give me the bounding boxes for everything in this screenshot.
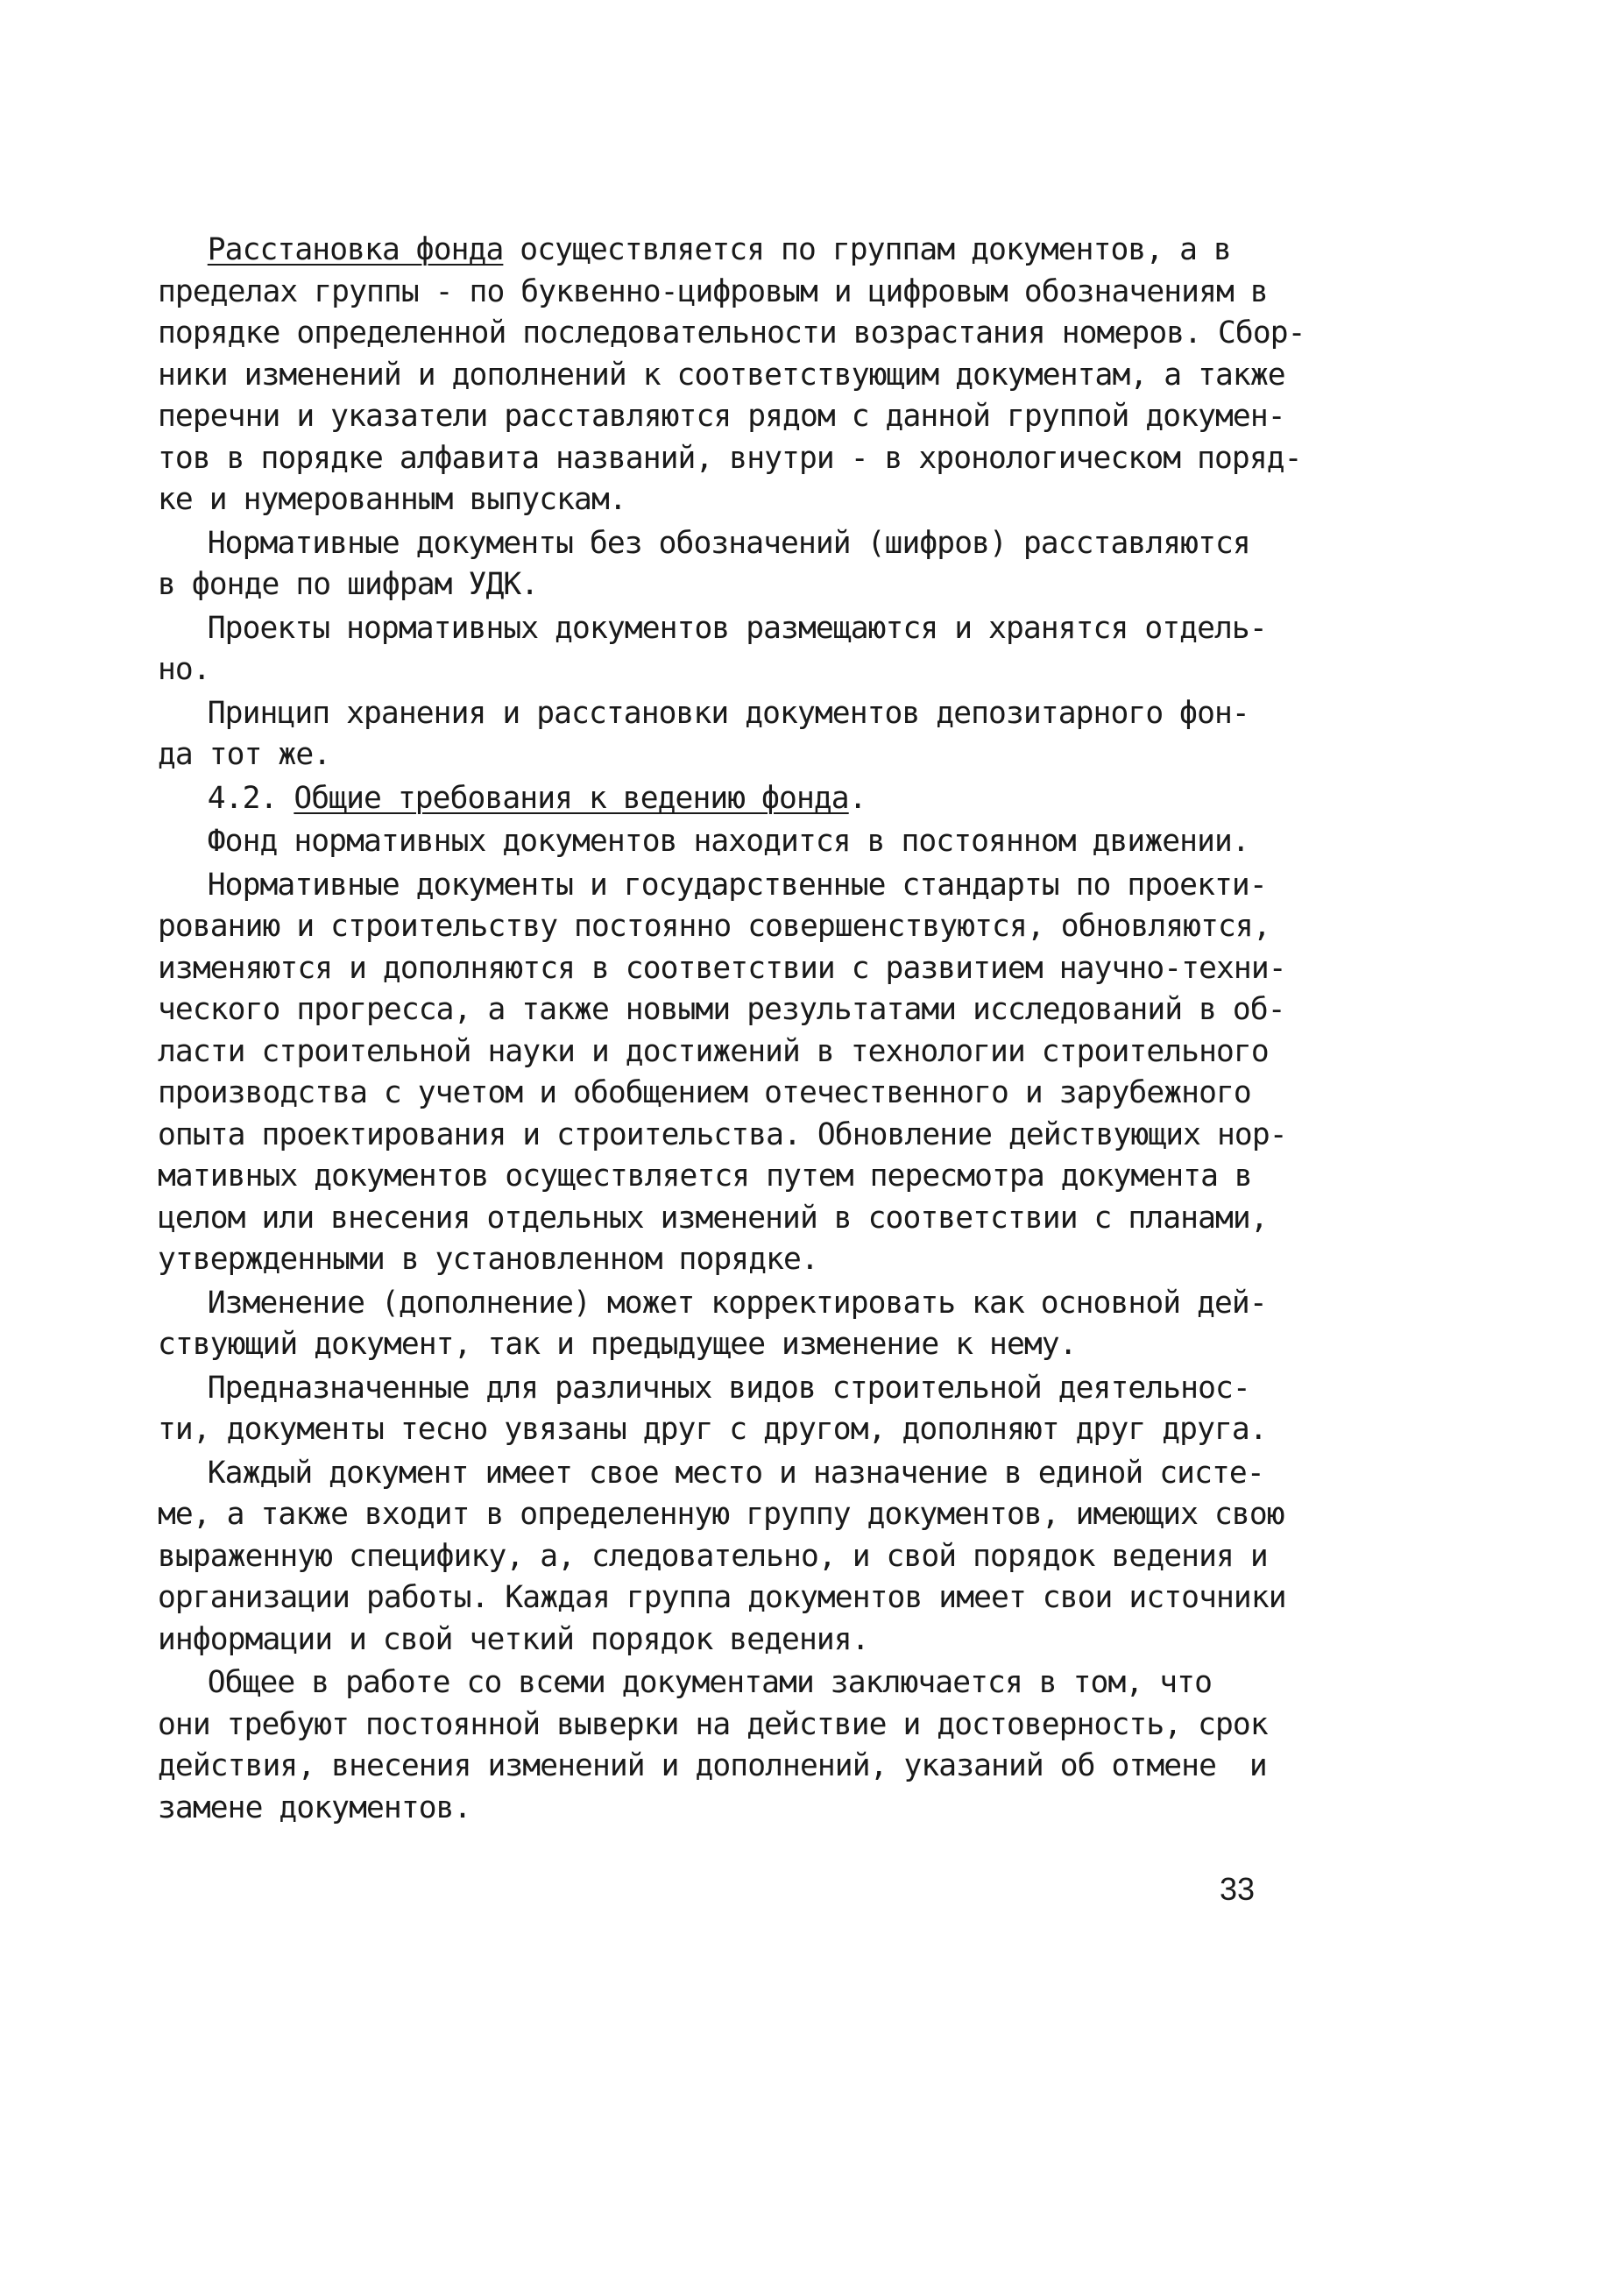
- text-line: выраженную специфику, а, следовательно, и свой порядок ведения и: [158, 1538, 1268, 1574]
- text-line: Изменение (дополнение) может корректировать как основной дей-: [158, 1285, 1267, 1321]
- paragraph: [158, 1368, 1279, 1451]
- text-line: Фонд нормативных документов находится в постоянном движении.: [158, 824, 1249, 859]
- text-line: опыта проектирования и строительства. Обновление действующих нор-: [158, 1116, 1287, 1152]
- paragraph: [158, 1283, 1279, 1366]
- paragraph-gap: [158, 1829, 1279, 1831]
- text-line: Нормативные документы и государственные стандарты по проекти-: [158, 867, 1267, 903]
- text-line: производства с учетом и обобщением отечественного и зарубежного: [158, 1075, 1251, 1110]
- text-line: Предназначенные для различных видов строительной деятельнос-: [158, 1370, 1250, 1406]
- text-line: да тот же.: [158, 737, 331, 772]
- text-line: они требуют постоянной выверки на действие и достоверность, срок: [158, 1706, 1268, 1742]
- text-line: порядке определенной последовательности возрастания номеров. Сбор-: [158, 315, 1305, 351]
- line-rest: осуществляется по группам документов, а в: [503, 232, 1231, 267]
- text-line: пределах группы - по буквенно-цифровым и цифровым обозначениям в: [158, 273, 1268, 309]
- paragraph: [158, 693, 1279, 776]
- text-line: Принцип хранения и расстановки документов депозитарного фон-: [158, 695, 1249, 731]
- text-line: ники изменений и дополнений к соответствующим документам, а также: [158, 357, 1285, 393]
- paragraph: [158, 608, 1279, 691]
- paragraph: [158, 865, 1287, 1281]
- paragraph: [158, 523, 1279, 606]
- line-rest: .: [848, 780, 867, 816]
- body-text: [158, 230, 1305, 1831]
- paragraph: [158, 778, 1279, 820]
- text-line: ти, документы тесно увязаны друг с другом, дополняют друг друга.: [158, 1412, 1267, 1447]
- text-line: информации и свой четкий порядок ведения.: [158, 1621, 869, 1657]
- text-line: но.: [158, 652, 210, 687]
- text-line: ме, а также входит в определенную группу документов, имеющих свою: [158, 1497, 1284, 1532]
- text-line: ческого прогресса, а также новыми результатами исследований в об-: [158, 992, 1285, 1027]
- text-line: [158, 778, 1279, 820]
- text-line: в фонде по шифрам УДК.: [158, 567, 539, 602]
- text-line: действия, внесения изменений и дополнений, указаний об отмене и: [158, 1748, 1267, 1783]
- text-line: ке и нумерованным выпускам.: [158, 482, 626, 517]
- text-line: утвержденными в установленном порядке.: [158, 1242, 818, 1277]
- text-line: замене документов.: [158, 1789, 471, 1825]
- paragraph: [158, 230, 1305, 521]
- text-line: тов в порядке алфавита названий, внутри - в хронологическом поряд-: [158, 440, 1302, 476]
- page-number: 33: [1220, 1871, 1256, 1907]
- underlined-heading: Расстановка фонда: [207, 232, 504, 267]
- paragraph: [158, 1453, 1286, 1662]
- text-line: целом или внесения отдельных изменений в соответствии с планами,: [158, 1200, 1268, 1236]
- text-line: Общее в работе со всеми документами заключается в том, что: [158, 1665, 1212, 1700]
- underlined-heading: Общие требования к ведению фонда: [294, 780, 849, 816]
- text-line: изменяются и дополняются в соответствии с развитием научно-техни-: [158, 950, 1286, 986]
- text-line: ствующий документ, так и предыдущее изменение к нему.: [158, 1327, 1077, 1362]
- text-line: Нормативные документы без обозначений (шифров) расставляются: [158, 525, 1250, 561]
- text-line: Проекты нормативных документов размещаются и хранятся отдель-: [158, 610, 1267, 646]
- text-line: Каждый документ имеет свое место и назначение в единой систе-: [158, 1455, 1264, 1491]
- paragraph: [158, 1662, 1279, 1829]
- text-line: [158, 230, 1279, 272]
- text-line: рованию и строительству постоянно совершенствуются, обновляются,: [158, 909, 1270, 944]
- paragraph: [158, 821, 1279, 863]
- text-line: перечни и указатели расставляются рядом с данной группой докумен-: [158, 399, 1285, 434]
- line-indent: 4.2.: [158, 780, 294, 816]
- text-line: организации работы. Каждая группа документов имеет свои источники: [158, 1580, 1286, 1615]
- text-line: ласти строительной науки и достижений в технологии строительного: [158, 1033, 1269, 1069]
- text-line: мативных документов осуществляется путем пересмотра документа в: [158, 1159, 1252, 1194]
- line-indent: [158, 232, 208, 267]
